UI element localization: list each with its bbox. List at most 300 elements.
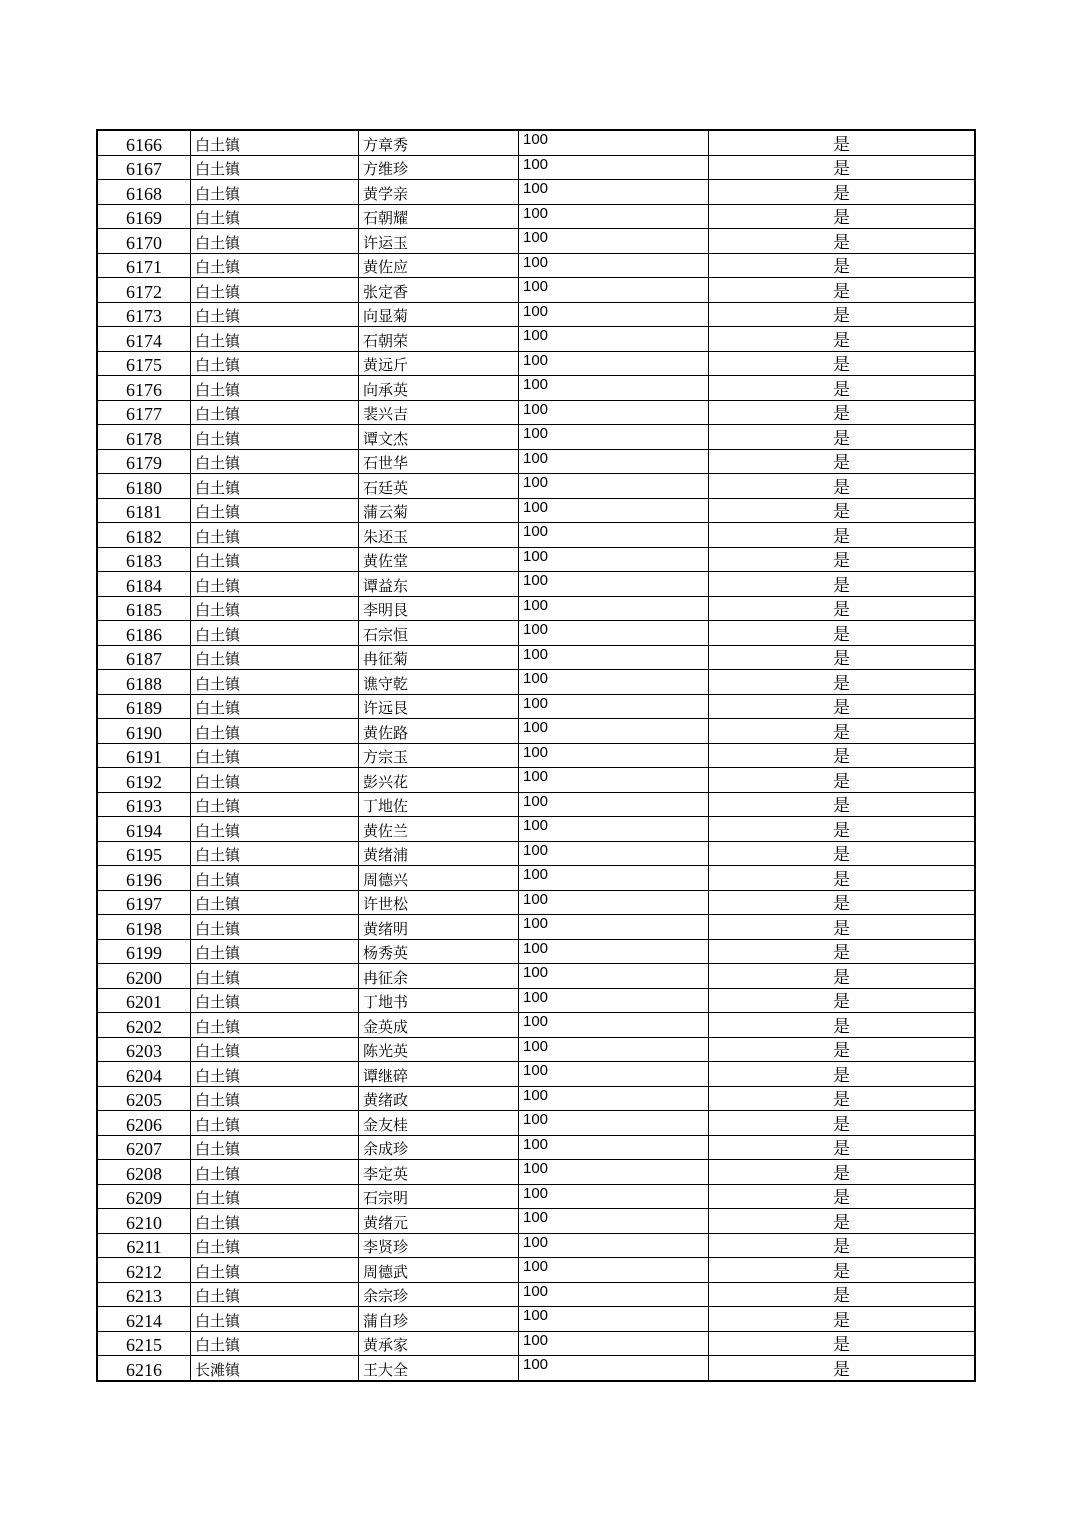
status-flag-cell: 是 [709, 425, 976, 450]
row-number-cell: 6203 [97, 1037, 191, 1062]
row-number-cell: 6195 [97, 841, 191, 866]
town-cell: 白土镇 [191, 1258, 359, 1283]
town-cell: 白土镇 [191, 253, 359, 278]
town-cell: 白土镇 [191, 1062, 359, 1087]
town-cell: 白土镇 [191, 155, 359, 180]
row-number-cell: 6202 [97, 1013, 191, 1038]
town-cell: 白土镇 [191, 792, 359, 817]
status-flag-cell: 是 [709, 768, 976, 793]
person-name-cell: 陈光英 [359, 1037, 519, 1062]
table-row [97, 964, 975, 989]
table-row [97, 694, 975, 719]
row-number-cell: 6197 [97, 890, 191, 915]
row-number-cell: 6185 [97, 596, 191, 621]
amount-cell: 100 [519, 670, 709, 695]
row-number-cell: 6188 [97, 670, 191, 695]
person-name-cell: 石廷英 [359, 474, 519, 499]
person-name-cell: 余宗珍 [359, 1282, 519, 1307]
amount-cell: 100 [519, 572, 709, 597]
status-flag-cell: 是 [709, 694, 976, 719]
row-number-cell: 6200 [97, 964, 191, 989]
amount-cell: 100 [519, 1233, 709, 1258]
table-row [97, 547, 975, 572]
row-number-cell: 6184 [97, 572, 191, 597]
row-number-cell: 6193 [97, 792, 191, 817]
status-flag-cell: 是 [709, 621, 976, 646]
table-row [97, 1013, 975, 1038]
person-name-cell: 蒲自珍 [359, 1307, 519, 1332]
status-flag-cell: 是 [709, 1233, 976, 1258]
row-number-cell: 6190 [97, 719, 191, 744]
town-cell: 白土镇 [191, 474, 359, 499]
row-number-cell: 6208 [97, 1160, 191, 1185]
row-number-cell: 6179 [97, 449, 191, 474]
row-number-cell: 6178 [97, 425, 191, 450]
table-row [97, 1233, 975, 1258]
status-flag-cell: 是 [709, 278, 976, 303]
row-number-cell: 6201 [97, 988, 191, 1013]
town-cell: 白土镇 [191, 523, 359, 548]
amount-cell: 100 [519, 1135, 709, 1160]
town-cell: 白土镇 [191, 572, 359, 597]
status-flag-cell: 是 [709, 474, 976, 499]
table-row [97, 1062, 975, 1087]
person-name-cell: 黄佐应 [359, 253, 519, 278]
town-cell: 白土镇 [191, 400, 359, 425]
status-flag-cell: 是 [709, 498, 976, 523]
row-number-cell: 6177 [97, 400, 191, 425]
person-name-cell: 李定英 [359, 1160, 519, 1185]
status-flag-cell: 是 [709, 1062, 976, 1087]
row-number-cell: 6183 [97, 547, 191, 572]
table-row [97, 841, 975, 866]
amount-cell: 100 [519, 841, 709, 866]
person-name-cell: 石朝耀 [359, 204, 519, 229]
town-cell: 白土镇 [191, 645, 359, 670]
person-name-cell: 金英成 [359, 1013, 519, 1038]
town-cell: 白土镇 [191, 1331, 359, 1356]
town-cell: 白土镇 [191, 229, 359, 254]
status-flag-cell: 是 [709, 523, 976, 548]
status-flag-cell: 是 [709, 1307, 976, 1332]
town-cell: 白土镇 [191, 425, 359, 450]
status-flag-cell: 是 [709, 1013, 976, 1038]
person-name-cell: 周德兴 [359, 866, 519, 891]
row-number-cell: 6186 [97, 621, 191, 646]
status-flag-cell: 是 [709, 1356, 976, 1381]
amount-cell: 100 [519, 204, 709, 229]
town-cell: 白土镇 [191, 596, 359, 621]
row-number-cell: 6180 [97, 474, 191, 499]
row-number-cell: 6214 [97, 1307, 191, 1332]
status-flag-cell: 是 [709, 719, 976, 744]
status-flag-cell: 是 [709, 1160, 976, 1185]
row-number-cell: 6169 [97, 204, 191, 229]
person-name-cell: 金友桂 [359, 1111, 519, 1136]
amount-cell: 100 [519, 155, 709, 180]
table-row [97, 1307, 975, 1332]
amount-cell: 100 [519, 302, 709, 327]
amount-cell: 100 [519, 596, 709, 621]
amount-cell: 100 [519, 645, 709, 670]
person-name-cell: 方章秀 [359, 130, 519, 155]
amount-cell: 100 [519, 939, 709, 964]
row-number-cell: 6215 [97, 1331, 191, 1356]
amount-cell: 100 [519, 253, 709, 278]
table-row [97, 523, 975, 548]
row-number-cell: 6172 [97, 278, 191, 303]
status-flag-cell: 是 [709, 596, 976, 621]
town-cell: 白土镇 [191, 939, 359, 964]
amount-cell: 100 [519, 719, 709, 744]
person-name-cell: 石宗恒 [359, 621, 519, 646]
table-row [97, 425, 975, 450]
amount-cell: 100 [519, 449, 709, 474]
table-row [97, 1135, 975, 1160]
person-name-cell: 谭继碎 [359, 1062, 519, 1087]
status-flag-cell: 是 [709, 1037, 976, 1062]
status-flag-cell: 是 [709, 302, 976, 327]
table-row [97, 1160, 975, 1185]
status-flag-cell: 是 [709, 792, 976, 817]
row-number-cell: 6207 [97, 1135, 191, 1160]
person-name-cell: 杨秀英 [359, 939, 519, 964]
town-cell: 白土镇 [191, 988, 359, 1013]
table-row [97, 130, 975, 155]
town-cell: 白土镇 [191, 302, 359, 327]
town-cell: 长滩镇 [191, 1356, 359, 1381]
table-row [97, 229, 975, 254]
town-cell: 白土镇 [191, 1160, 359, 1185]
person-name-cell: 向承英 [359, 376, 519, 401]
status-flag-cell: 是 [709, 1184, 976, 1209]
status-flag-cell: 是 [709, 1086, 976, 1111]
status-flag-cell: 是 [709, 1209, 976, 1234]
status-flag-cell: 是 [709, 449, 976, 474]
town-cell: 白土镇 [191, 866, 359, 891]
amount-cell: 100 [519, 743, 709, 768]
status-flag-cell: 是 [709, 351, 976, 376]
status-flag-cell: 是 [709, 988, 976, 1013]
table-row [97, 1331, 975, 1356]
table-row [97, 449, 975, 474]
town-cell: 白土镇 [191, 130, 359, 155]
person-name-cell: 蒲云菊 [359, 498, 519, 523]
person-name-cell: 谯守乾 [359, 670, 519, 695]
table-row [97, 768, 975, 793]
amount-cell: 100 [519, 1086, 709, 1111]
amount-cell: 100 [519, 1184, 709, 1209]
person-name-cell: 李明艮 [359, 596, 519, 621]
person-name-cell: 谭益东 [359, 572, 519, 597]
table-row [97, 351, 975, 376]
town-cell: 白土镇 [191, 670, 359, 695]
row-number-cell: 6189 [97, 694, 191, 719]
person-name-cell: 黄远斤 [359, 351, 519, 376]
row-number-cell: 6166 [97, 130, 191, 155]
table-row [97, 988, 975, 1013]
status-flag-cell: 是 [709, 327, 976, 352]
status-flag-cell: 是 [709, 229, 976, 254]
town-cell: 白土镇 [191, 1233, 359, 1258]
row-number-cell: 6192 [97, 768, 191, 793]
town-cell: 白土镇 [191, 719, 359, 744]
town-cell: 白土镇 [191, 351, 359, 376]
person-name-cell: 许远艮 [359, 694, 519, 719]
status-flag-cell: 是 [709, 204, 976, 229]
table-row [97, 817, 975, 842]
row-number-cell: 6216 [97, 1356, 191, 1381]
town-cell: 白土镇 [191, 376, 359, 401]
person-name-cell: 向显菊 [359, 302, 519, 327]
row-number-cell: 6205 [97, 1086, 191, 1111]
person-name-cell: 李贤珍 [359, 1233, 519, 1258]
town-cell: 白土镇 [191, 1307, 359, 1332]
person-name-cell: 周德武 [359, 1258, 519, 1283]
status-flag-cell: 是 [709, 1282, 976, 1307]
table-row [97, 939, 975, 964]
amount-cell: 100 [519, 376, 709, 401]
amount-cell: 100 [519, 523, 709, 548]
person-name-cell: 张定香 [359, 278, 519, 303]
person-name-cell: 朱还玉 [359, 523, 519, 548]
status-flag-cell: 是 [709, 180, 976, 205]
table-row [97, 327, 975, 352]
amount-cell: 100 [519, 621, 709, 646]
table-row [97, 670, 975, 695]
row-number-cell: 6173 [97, 302, 191, 327]
amount-cell: 100 [519, 425, 709, 450]
person-name-cell: 黄佐兰 [359, 817, 519, 842]
table-row [97, 866, 975, 891]
town-cell: 白土镇 [191, 694, 359, 719]
person-name-cell: 冉征菊 [359, 645, 519, 670]
table-row [97, 253, 975, 278]
row-number-cell: 6167 [97, 155, 191, 180]
town-cell: 白土镇 [191, 204, 359, 229]
town-cell: 白土镇 [191, 743, 359, 768]
status-flag-cell: 是 [709, 1135, 976, 1160]
status-flag-cell: 是 [709, 1331, 976, 1356]
amount-cell: 100 [519, 988, 709, 1013]
status-flag-cell: 是 [709, 155, 976, 180]
table-row [97, 1258, 975, 1283]
person-name-cell: 石朝荣 [359, 327, 519, 352]
person-name-cell: 黄佐堂 [359, 547, 519, 572]
status-flag-cell: 是 [709, 130, 976, 155]
status-flag-cell: 是 [709, 253, 976, 278]
table-row [97, 1184, 975, 1209]
row-number-cell: 6198 [97, 915, 191, 940]
person-name-cell: 黄绪政 [359, 1086, 519, 1111]
amount-cell: 100 [519, 278, 709, 303]
person-name-cell: 王大全 [359, 1356, 519, 1381]
status-flag-cell: 是 [709, 670, 976, 695]
status-flag-cell: 是 [709, 817, 976, 842]
amount-cell: 100 [519, 964, 709, 989]
table-body [97, 130, 975, 1381]
table-row [97, 743, 975, 768]
town-cell: 白土镇 [191, 817, 359, 842]
town-cell: 白土镇 [191, 547, 359, 572]
status-flag-cell: 是 [709, 964, 976, 989]
town-cell: 白土镇 [191, 1111, 359, 1136]
amount-cell: 100 [519, 1356, 709, 1381]
row-number-cell: 6181 [97, 498, 191, 523]
table-row [97, 155, 975, 180]
amount-cell: 100 [519, 498, 709, 523]
amount-cell: 100 [519, 547, 709, 572]
row-number-cell: 6174 [97, 327, 191, 352]
town-cell: 白土镇 [191, 498, 359, 523]
person-name-cell: 黄承家 [359, 1331, 519, 1356]
town-cell: 白土镇 [191, 1037, 359, 1062]
row-number-cell: 6210 [97, 1209, 191, 1234]
person-name-cell: 许世松 [359, 890, 519, 915]
amount-cell: 100 [519, 768, 709, 793]
town-cell: 白土镇 [191, 1086, 359, 1111]
town-cell: 白土镇 [191, 180, 359, 205]
table-row [97, 915, 975, 940]
amount-cell: 100 [519, 130, 709, 155]
row-number-cell: 6213 [97, 1282, 191, 1307]
table-row [97, 572, 975, 597]
person-name-cell: 丁地书 [359, 988, 519, 1013]
row-number-cell: 6211 [97, 1233, 191, 1258]
table-row [97, 792, 975, 817]
row-number-cell: 6170 [97, 229, 191, 254]
town-cell: 白土镇 [191, 449, 359, 474]
town-cell: 白土镇 [191, 1184, 359, 1209]
status-flag-cell: 是 [709, 915, 976, 940]
town-cell: 白土镇 [191, 278, 359, 303]
amount-cell: 100 [519, 327, 709, 352]
row-number-cell: 6175 [97, 351, 191, 376]
status-flag-cell: 是 [709, 1258, 976, 1283]
amount-cell: 100 [519, 400, 709, 425]
table-row [97, 1037, 975, 1062]
town-cell: 白土镇 [191, 327, 359, 352]
amount-cell: 100 [519, 866, 709, 891]
status-flag-cell: 是 [709, 547, 976, 572]
town-cell: 白土镇 [191, 1209, 359, 1234]
person-name-cell: 冉征余 [359, 964, 519, 989]
row-number-cell: 6182 [97, 523, 191, 548]
table-row [97, 1282, 975, 1307]
amount-cell: 100 [519, 890, 709, 915]
amount-cell: 100 [519, 792, 709, 817]
person-name-cell: 许运玉 [359, 229, 519, 254]
amount-cell: 100 [519, 817, 709, 842]
row-number-cell: 6187 [97, 645, 191, 670]
data-table [96, 129, 976, 1382]
person-name-cell: 黄绪元 [359, 1209, 519, 1234]
status-flag-cell: 是 [709, 866, 976, 891]
status-flag-cell: 是 [709, 376, 976, 401]
amount-cell: 100 [519, 1331, 709, 1356]
amount-cell: 100 [519, 180, 709, 205]
row-number-cell: 6196 [97, 866, 191, 891]
town-cell: 白土镇 [191, 841, 359, 866]
town-cell: 白土镇 [191, 1135, 359, 1160]
person-name-cell: 彭兴花 [359, 768, 519, 793]
amount-cell: 100 [519, 915, 709, 940]
person-name-cell: 黄佐路 [359, 719, 519, 744]
row-number-cell: 6206 [97, 1111, 191, 1136]
amount-cell: 100 [519, 1037, 709, 1062]
town-cell: 白土镇 [191, 915, 359, 940]
status-flag-cell: 是 [709, 400, 976, 425]
status-flag-cell: 是 [709, 1111, 976, 1136]
table-row [97, 1111, 975, 1136]
person-name-cell: 石宗明 [359, 1184, 519, 1209]
table-row [97, 400, 975, 425]
town-cell: 白土镇 [191, 1282, 359, 1307]
table-row [97, 1209, 975, 1234]
person-name-cell: 丁地佐 [359, 792, 519, 817]
row-number-cell: 6168 [97, 180, 191, 205]
status-flag-cell: 是 [709, 645, 976, 670]
status-flag-cell: 是 [709, 939, 976, 964]
town-cell: 白土镇 [191, 768, 359, 793]
town-cell: 白土镇 [191, 964, 359, 989]
amount-cell: 100 [519, 1307, 709, 1332]
person-name-cell: 谭文杰 [359, 425, 519, 450]
table-row [97, 1086, 975, 1111]
town-cell: 白土镇 [191, 621, 359, 646]
table-row [97, 278, 975, 303]
amount-cell: 100 [519, 1209, 709, 1234]
town-cell: 白土镇 [191, 890, 359, 915]
table-row [97, 596, 975, 621]
amount-cell: 100 [519, 351, 709, 376]
status-flag-cell: 是 [709, 743, 976, 768]
person-name-cell: 黄学亲 [359, 180, 519, 205]
row-number-cell: 6176 [97, 376, 191, 401]
person-name-cell: 方维珍 [359, 155, 519, 180]
table-row [97, 890, 975, 915]
table-row [97, 180, 975, 205]
table-row [97, 498, 975, 523]
table-row [97, 376, 975, 401]
row-number-cell: 6209 [97, 1184, 191, 1209]
amount-cell: 100 [519, 474, 709, 499]
status-flag-cell: 是 [709, 841, 976, 866]
town-cell: 白土镇 [191, 1013, 359, 1038]
table-row [97, 302, 975, 327]
person-name-cell: 石世华 [359, 449, 519, 474]
row-number-cell: 6204 [97, 1062, 191, 1087]
amount-cell: 100 [519, 1160, 709, 1185]
row-number-cell: 6191 [97, 743, 191, 768]
amount-cell: 100 [519, 694, 709, 719]
row-number-cell: 6212 [97, 1258, 191, 1283]
person-name-cell: 余成珍 [359, 1135, 519, 1160]
row-number-cell: 6194 [97, 817, 191, 842]
person-name-cell: 裴兴吉 [359, 400, 519, 425]
person-name-cell: 黄绪浦 [359, 841, 519, 866]
table-row [97, 474, 975, 499]
status-flag-cell: 是 [709, 890, 976, 915]
row-number-cell: 6171 [97, 253, 191, 278]
table-row [97, 621, 975, 646]
table-row [97, 645, 975, 670]
amount-cell: 100 [519, 1013, 709, 1038]
person-name-cell: 黄绪明 [359, 915, 519, 940]
table-row [97, 204, 975, 229]
table-row [97, 719, 975, 744]
amount-cell: 100 [519, 229, 709, 254]
